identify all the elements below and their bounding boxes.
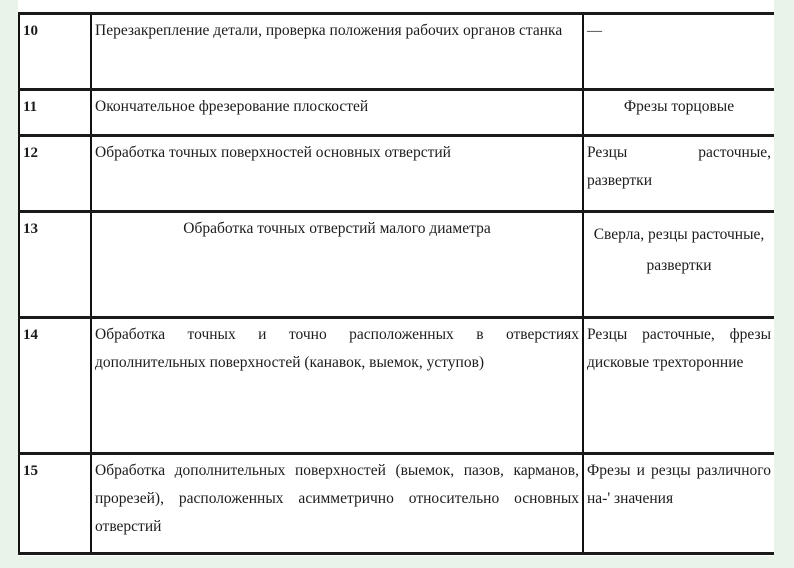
table-row [19, 318, 774, 454]
row-number: 13 [19, 212, 91, 318]
operation-cell: Обработка точных и точно расположенных в отверстиях дополнительных поверхностей (канавок, выемок, уступов) [91, 318, 583, 454]
tools-cell: Резцы расточные, фрезы дисковые трехторонние [583, 318, 774, 454]
operations-table [18, 12, 774, 555]
tools-cell [583, 212, 774, 318]
tools-text: Сверла, резцы расточные, развертки [593, 226, 765, 274]
operation-cell: Окончательное фрезерование плоскостей [91, 90, 583, 136]
table-row [19, 212, 774, 318]
row-number: 14 [19, 318, 91, 454]
table-row [19, 90, 774, 136]
tools-cell [583, 14, 774, 90]
table-row [19, 136, 774, 212]
row-number: 15 [19, 454, 91, 554]
table-row [19, 14, 774, 90]
tools-dash: — [587, 23, 602, 39]
table-row [19, 454, 774, 554]
tools-cell: Фрезы торцовые [583, 90, 774, 136]
tools-cell: Резцы расточные, развертки [583, 136, 774, 212]
row-number: 10 [19, 14, 91, 90]
operation-cell: Обработка точных отверстий малого диаметра [91, 212, 583, 318]
row-number: 12 [19, 136, 91, 212]
row-number: 11 [19, 90, 91, 136]
operation-cell: Обработка точных поверхностей основных отверстий [91, 136, 583, 212]
operation-cell: Перезакрепление детали, проверка положения рабочих органов станка [91, 14, 583, 90]
document-page [18, 0, 774, 556]
operation-cell: Обработка дополнительных поверхностей (выемок, пазов, карманов, прорезей), расположенных асимметрично относительно основных отверстий [91, 454, 583, 554]
tools-cell: Фрезы и резцы различного на-' значения [583, 454, 774, 554]
